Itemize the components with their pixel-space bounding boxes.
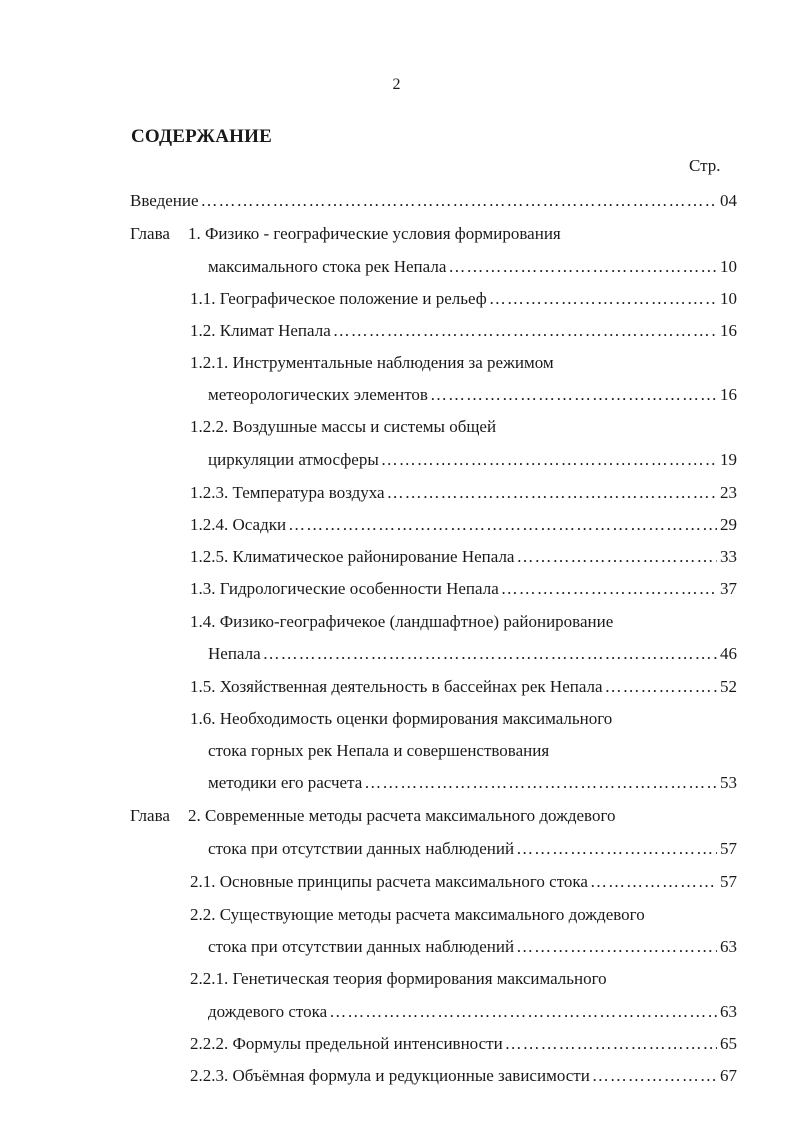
toc-entry: [208, 738, 549, 764]
toc-entry-page: 10: [720, 257, 737, 276]
toc-entry-title: 1.2.5. Климатическое районирование Непала: [190, 547, 515, 566]
toc-entry-title: 2.2.2. Формулы предельной интенсивности: [190, 1034, 503, 1053]
toc-entry-page: 63: [720, 1002, 737, 1021]
toc-entry-title: 2.2. Существующие методы расчета максимального дождевого: [190, 905, 645, 924]
toc-entry-title: 2.2.1. Генетическая теория формирования максимального: [190, 969, 607, 988]
toc-entry-title: стока при отсутствии данных наблюдений: [208, 937, 515, 956]
toc-dot-leader: [288, 512, 717, 538]
toc-entry-title: циркуляции атмосферы: [208, 450, 379, 469]
toc-dot-leader: [329, 999, 717, 1025]
toc-dot-leader: [516, 544, 717, 570]
toc-entry: [190, 318, 737, 344]
toc-entry-page: 16: [720, 321, 737, 340]
toc-entry: [190, 544, 737, 570]
toc-entry: [190, 869, 737, 895]
toc-entry: [190, 512, 737, 538]
toc-dot-leader: [516, 836, 717, 862]
toc-entry: [208, 836, 737, 862]
toc-dot-leader: [489, 286, 717, 312]
toc-entry: [208, 770, 737, 796]
toc-entry-title: максимального стока рек Непала: [208, 257, 447, 276]
toc-entry-title: 1.2. Климат Непала: [190, 321, 331, 340]
toc-entry-title: стока горных рек Непала и совершенствования: [208, 741, 550, 760]
toc-entry-title: стока при отсутствии данных наблюдений: [208, 839, 515, 858]
toc-entry: [190, 706, 612, 732]
toc-dot-leader: [592, 1063, 717, 1089]
toc-entry: [208, 641, 737, 667]
toc-entry-page: 19: [720, 450, 737, 469]
toc-entry: [190, 674, 737, 700]
toc-entry-page: 37: [720, 579, 737, 598]
toc-entry-page: 16: [720, 385, 737, 404]
toc-entry: [208, 999, 737, 1025]
toc-entry: [208, 382, 737, 408]
toc-dot-leader: [605, 674, 717, 700]
toc-entry: [190, 966, 607, 992]
toc-entry-page: 67: [720, 1066, 737, 1085]
toc-entry-title: 1.2.3. Температура воздуха: [190, 483, 385, 502]
toc-entry: [130, 803, 616, 829]
page-column-label: Стр.: [689, 156, 721, 175]
toc-entry-title: 1.2.4. Осадки: [190, 515, 287, 534]
toc-entry-title: 2. Современные методы расчета максимального дождевого: [188, 806, 616, 825]
toc-entry-page: 10: [720, 289, 737, 308]
toc-entry-page: 65: [720, 1034, 737, 1053]
toc-entry-page: 52: [720, 677, 737, 696]
toc-chapter-prefix: Глава: [130, 224, 170, 243]
toc-entry-title: 2.2.3. Объёмная формула и редукционные зависимости: [190, 1066, 590, 1085]
toc-entry-page: 53: [720, 773, 737, 792]
toc-entry: [190, 1063, 737, 1089]
toc-entry: [190, 609, 613, 635]
toc-chapter-prefix: Глава: [130, 806, 170, 825]
toc-heading: СОДЕРЖАНИЕ: [131, 126, 272, 147]
toc-entry-page: 23: [720, 483, 737, 502]
toc-entry-page: 57: [720, 872, 737, 891]
toc-entry: [208, 254, 737, 280]
toc-entry: [208, 447, 737, 473]
toc-entry-title: Введение: [130, 191, 199, 210]
toc-dot-leader: [201, 188, 717, 214]
page-number: 2: [392, 76, 401, 93]
toc-entry-title: методики его расчета: [208, 773, 363, 792]
toc-entry: [208, 934, 737, 960]
toc-entry-title: 1.6. Необходимость оценки формирования максимального: [190, 709, 613, 728]
toc-dot-leader: [516, 934, 717, 960]
toc-entry-title: 1.4. Физико-географичекое (ландшафтное) районирование: [190, 612, 614, 631]
toc-entry-title: метеорологических элементов: [208, 385, 428, 404]
toc-dot-leader: [364, 770, 717, 796]
toc-entry-title: 1.2.1. Инструментальные наблюдения за режимом: [190, 353, 554, 372]
toc-dot-leader: [590, 869, 717, 895]
toc-dot-leader: [263, 641, 717, 667]
toc-entry: [190, 902, 645, 928]
toc-dot-leader: [505, 1031, 717, 1057]
toc-entry-title: Непала: [208, 644, 261, 663]
toc-entry-page: 04: [720, 191, 737, 210]
toc-entry: [130, 221, 561, 247]
toc-entry: [190, 480, 737, 506]
toc-dot-leader: [430, 382, 717, 408]
toc-dot-leader: [333, 318, 717, 344]
toc-entry: [190, 414, 496, 440]
toc-dot-leader: [381, 447, 717, 473]
toc-entry-page: 46: [720, 644, 737, 663]
toc-entry-page: 29: [720, 515, 737, 534]
toc-entry-title: 1.3. Гидрологические особенности Непала: [190, 579, 499, 598]
toc-entry-title: 1.2.2. Воздушные массы и системы общей: [190, 417, 497, 436]
toc-entry: [190, 576, 737, 602]
toc-entry: [190, 1031, 737, 1057]
toc-entry-page: 57: [720, 839, 737, 858]
toc-entry-title: 2.1. Основные принципы расчета максимального стока: [190, 872, 588, 891]
toc-entry: [190, 286, 737, 312]
toc-entry-page: 33: [720, 547, 737, 566]
toc-dot-leader: [448, 254, 717, 280]
toc-entry: [190, 350, 554, 376]
toc-entry: [130, 188, 737, 214]
toc-entry-title: 1.1. Географическое положение и рельеф: [190, 289, 487, 308]
toc-entry-title: дождевого стока: [208, 1002, 328, 1021]
toc-dot-leader: [501, 576, 717, 602]
toc-entry-title: 1.5. Хозяйственная деятельность в бассейнах рек Непала: [190, 677, 603, 696]
toc-entry-title: 1. Физико - географические условия формирования: [188, 224, 561, 243]
toc-entry-page: 63: [720, 937, 737, 956]
toc-dot-leader: [387, 480, 717, 506]
